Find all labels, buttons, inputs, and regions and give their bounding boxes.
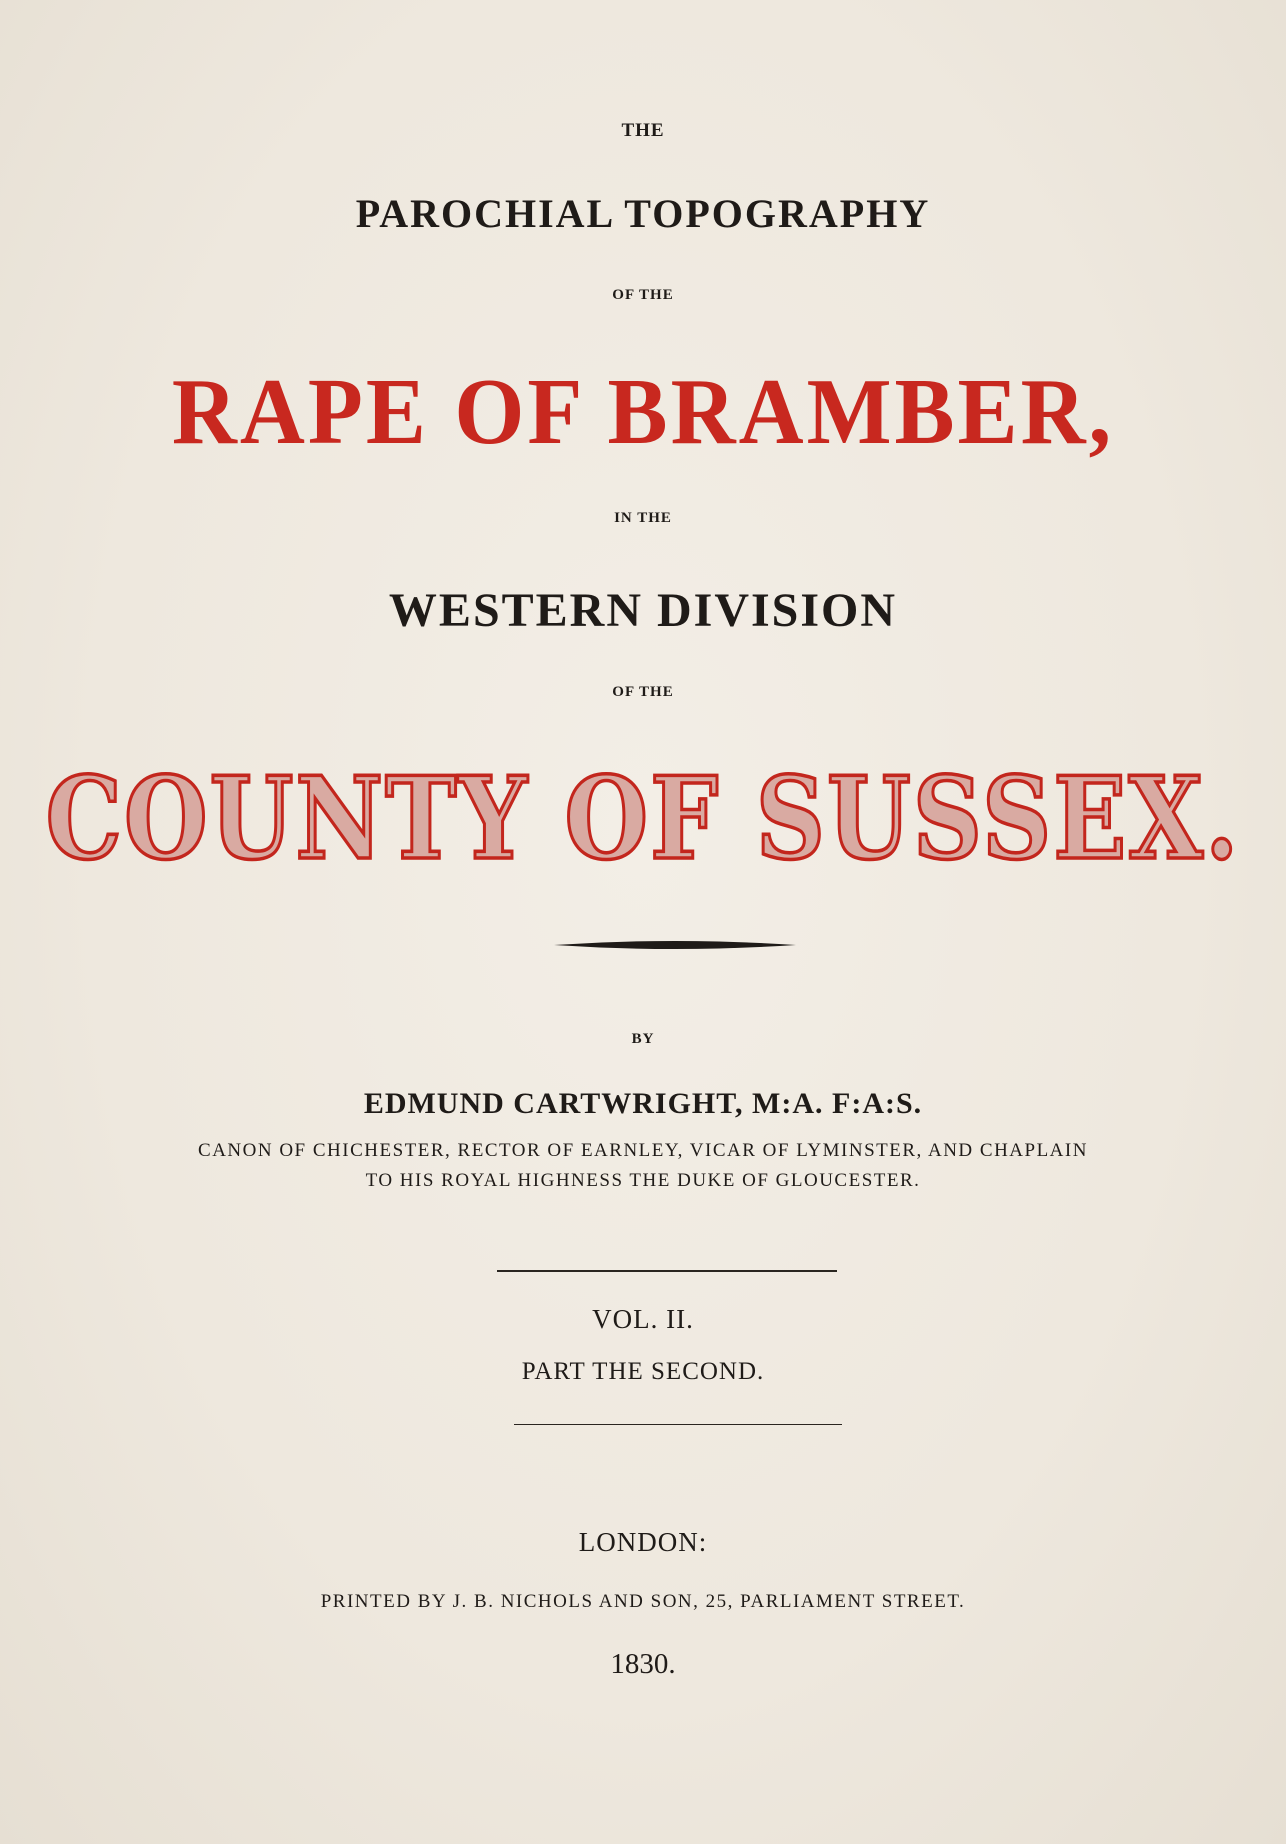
title-of-the-1: OF THE	[612, 287, 674, 303]
imprint-place: LONDON:	[578, 1527, 708, 1557]
title-rape-of-bramber: RAPE OF BRAMBER,	[171, 360, 1115, 465]
title-in-the: IN THE	[614, 510, 672, 526]
title-of-the-2: OF THE	[612, 684, 674, 700]
imprint-year: 1830.	[610, 1648, 676, 1680]
title-the: THE	[621, 120, 665, 141]
author-titles-line-1: CANON OF CHICHESTER, RECTOR OF EARNLEY, VICAR OF LYMINSTER, AND CHAPLAIN	[198, 1140, 1088, 1161]
ornamental-swell-rule	[554, 938, 796, 952]
author-name: EDMUND CARTWRIGHT, M:A. F:A:S.	[363, 1087, 923, 1120]
title-western-division: WESTERN DIVISION	[388, 584, 898, 637]
author-titles-line-2: TO HIS ROYAL HIGHNESS THE DUKE OF GLOUCESTER.	[365, 1170, 921, 1191]
rule-below-part	[514, 1424, 842, 1425]
part-label: PART THE SECOND.	[521, 1358, 765, 1385]
rule-above-volume	[497, 1270, 837, 1272]
title-by: BY	[631, 1031, 655, 1047]
volume-number: VOL. II.	[592, 1304, 694, 1334]
title-parochial-topography: PAROCHIAL TOPOGRAPHY	[355, 191, 931, 236]
title-county-of-sussex: COUNTY OF SUSSEX.	[45, 752, 1241, 886]
imprint-printer: PRINTED BY J. B. NICHOLS AND SON, 25, PARLIAMENT STREET.	[320, 1591, 966, 1612]
